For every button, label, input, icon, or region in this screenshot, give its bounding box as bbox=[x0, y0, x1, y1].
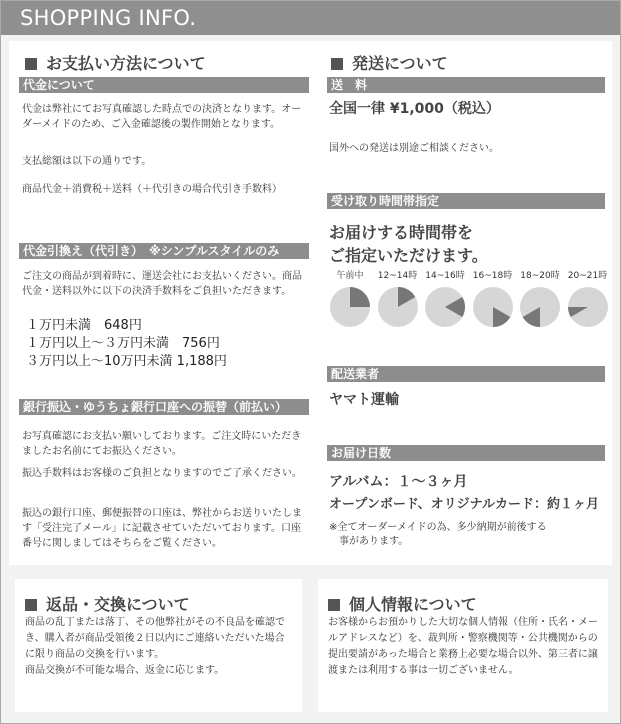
daikin-text: 代金は弊社にてお写真確認した時点での決済となります。オーダーメイドのため、ご入金確認後の製作開始となります。 bbox=[22, 104, 302, 130]
cod-bar: 代金引換え（代引き） ※シンプルスタイルのみ bbox=[19, 243, 309, 259]
square-bullet-icon bbox=[25, 58, 37, 70]
time-headline: お届けする時間帯を ご指定いただけます。 bbox=[329, 223, 488, 265]
header-bar bbox=[1, 1, 620, 35]
privacy-text: お客様からお預かりした大切な個人情報（住所・氏名・メールアドレスなど）を、裁判所・警察機関等・公共機関からの提出要請があった場合と業務上必要な場合以外、第三者に譲渡または利用する事は一切ございません。 bbox=[328, 617, 598, 676]
main-content bbox=[9, 41, 612, 565]
fee-line: ３万円以上～10万円未満 1,188円 bbox=[26, 354, 227, 369]
shipping-title: 発送について bbox=[331, 51, 448, 74]
cod-text: ご注文の商品が到着時に、運送会社にお支払いください。商品代金・送料以外に以下の決済手数料をご負担いただきます。 bbox=[22, 271, 302, 297]
time-slot-label: 20~21時 bbox=[567, 271, 608, 281]
carrier-bar: 配送業者 bbox=[327, 366, 605, 382]
page-title: SHOPPING INFO. bbox=[20, 6, 197, 30]
time-slot-list bbox=[327, 270, 612, 330]
total-label: 支払総額は以下の通りです。 bbox=[22, 156, 152, 167]
time-slot bbox=[422, 270, 468, 328]
shipping-price: 全国一律 ¥1,000（税込） bbox=[329, 101, 500, 117]
clock-pie-icon bbox=[377, 286, 419, 328]
total-formula: 商品代金＋消費税＋送料（＋代引きの場合代引き手数料） bbox=[22, 184, 282, 195]
privacy-title: 個人情報について bbox=[328, 592, 477, 615]
privacy-box bbox=[318, 579, 608, 712]
time-slot bbox=[470, 270, 516, 328]
time-bar: 受け取り時間帯指定 bbox=[327, 193, 605, 209]
returns-text: 商品の乱丁または落丁、その他弊社がその不良品を確認でき、購入者が商品受領後２日以内にご連絡いただいた場合に限り商品の交換を行います。 商品交換が不可能な場合、返金に応じます。 bbox=[25, 617, 285, 676]
time-wedge bbox=[350, 287, 370, 307]
returns-title: 返品・交換について bbox=[25, 592, 190, 615]
days-album: アルバム：１～３ヶ月 bbox=[329, 474, 468, 490]
square-bullet-icon bbox=[331, 58, 343, 70]
time-slot-label: 16~18時 bbox=[472, 271, 513, 281]
time-slot bbox=[375, 270, 421, 328]
daikin-bar: 代金について bbox=[19, 77, 309, 93]
clock-pie-icon bbox=[519, 286, 561, 328]
time-slot bbox=[517, 270, 563, 328]
days-note: ※全てオーダーメイドの為、多少納期が前後する 事があります。 bbox=[329, 522, 547, 547]
time-slot bbox=[327, 270, 373, 328]
payment-title: お支払い方法について bbox=[25, 51, 206, 74]
bank-bar: 銀行振込・ゆうちょ銀行口座への振替（前払い） bbox=[19, 399, 309, 415]
clock-pie-icon bbox=[567, 286, 609, 328]
time-slot-label: 午前中 bbox=[336, 271, 364, 281]
carrier-name: ヤマト運輸 bbox=[329, 392, 399, 408]
fee-line: １万円以上～３万円未満 756円 bbox=[26, 336, 220, 351]
clock-pie-icon bbox=[424, 286, 466, 328]
clock-pie-icon bbox=[329, 286, 371, 328]
square-bullet-icon bbox=[328, 599, 340, 611]
time-slot-label: 18~20時 bbox=[520, 271, 560, 281]
days-bar: お届け日数 bbox=[327, 445, 605, 461]
square-bullet-icon bbox=[25, 599, 37, 611]
bank-text-3: 振込の銀行口座、郵便振替の口座は、弊社からお送りいたします「受注完了メール」に記載させていただいております。口座番号に関しましてはそちらをご覧ください。 bbox=[22, 508, 302, 549]
bank-text-1: お写真確認にお支払い願いしております。ご注文時にいただきましたお名前にてお振込ください。 bbox=[22, 431, 302, 457]
fee-bar: 送 料 bbox=[327, 77, 605, 93]
time-slot-label: 14~16時 bbox=[425, 271, 465, 281]
time-slot-label: 12~14時 bbox=[377, 271, 418, 281]
fee-line: １万円未満 648円 bbox=[26, 318, 142, 333]
returns-box bbox=[15, 579, 302, 712]
clock-pie-icon bbox=[472, 286, 514, 328]
bank-text-2: 振込手数料はお客様のご負担となりますのでご了承ください。 bbox=[22, 468, 302, 479]
time-slot bbox=[565, 270, 611, 328]
days-board: オープンボード、オリジナルカード：約１ヶ月 bbox=[329, 497, 600, 512]
overseas-note: 国外への発送は別途ご相談ください。 bbox=[329, 143, 499, 154]
